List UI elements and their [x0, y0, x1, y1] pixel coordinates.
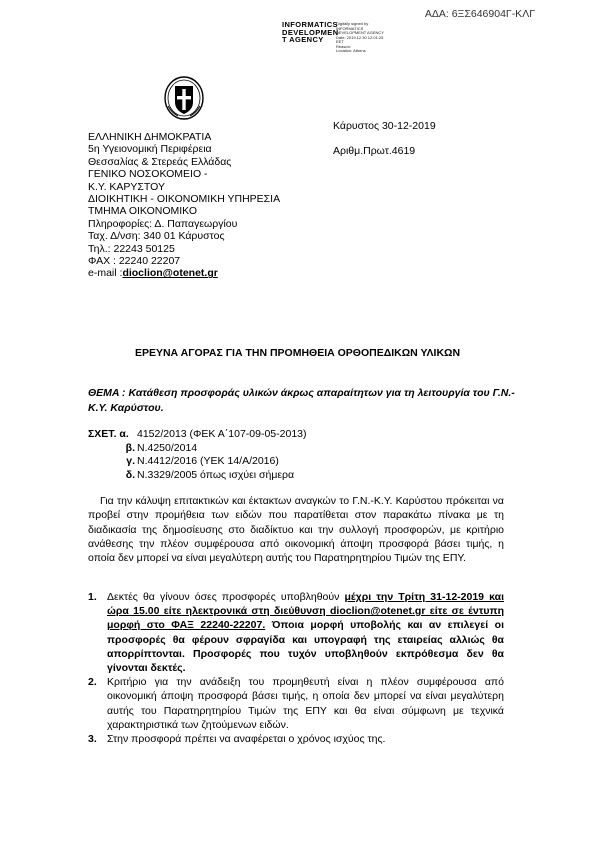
sender-block	[88, 131, 280, 280]
sender-line: Κ.Υ. ΚΑΡΥΣΤΟΥ	[88, 180, 165, 193]
references-list	[88, 428, 307, 482]
sender-line: ΕΛΛΗΝΙΚΗ ΔΗΜΟΚΡΑΤΙΑ	[88, 131, 212, 143]
protocol-number: Αριθμ.Πρωτ.4619	[333, 145, 416, 157]
point-item: 2. Κριτήριο για την ανάδειξη του προμηθευτή είναι η πλέον συμφέρουσα από οικονομική άποψη προσφορά βάσει τιμής, η οποία δεν μπορεί να είναι μεγαλύτερη αυτής του Παρατηρητηρίου Τιμών της ΕΠΥ και θα είναι σύμφωνη με τεχνικά χαρακτηριστικά των ζητούμενων ειδών.	[88, 676, 504, 731]
sender-line: Ταχ. Δ/νση: 340 01 Κάρυστος	[88, 230, 225, 243]
signature-details: Digitally signed by INFORMATICS DEVELOPMENT AGENCY Date: 2019.12.30 12:01:25 EET Reason: Location: Athens	[336, 21, 384, 53]
sender-line: ΦΑΧ : 22240 22207	[88, 255, 181, 268]
sender-line: Θεσσαλίας & Στερεάς Ελλάδας	[88, 155, 232, 168]
numbered-points	[88, 590, 504, 746]
email-link[interactable]: dioclion@otenet.gr	[122, 267, 218, 280]
email-link[interactable]: dioclion@otenet.gr	[330, 605, 426, 618]
reference-item: β. Ν.4250/2014	[125, 441, 198, 454]
reference-item: ΣΧΕΤ. α. 4152/2013 (ΦΕΚ Α΄107-09-05-2013)	[88, 428, 307, 440]
sender-line: Πληροφορίες: Δ. Παπαγεωργίου	[88, 217, 238, 230]
sender-line: ΔΙΟΙΚΗΤΙΚΗ - ΟΙΚΟΝΟΜΙΚΗ ΥΠΗΡΕΣΙΑ	[88, 193, 281, 206]
document-title: ΕΡΕΥΝΑ ΑΓΟΡΑΣ ΓΙΑ ΤΗΝ ΠΡΟΜΗΘΕΙΑ ΟΡΘΟΠΕΔΙΚΩΝ ΥΛΙΚΩΝ	[134, 347, 461, 359]
ada-code: ΑΔΑ: 6ΞΣ646904Γ-ΚΛΓ	[424, 8, 535, 20]
coat-of-arms-icon	[164, 76, 204, 123]
email-line: e-mail :dioclion@otenet.gr	[88, 267, 218, 280]
point-item: 1. Δεκτές θα γίνουν όσες προσφορές υποβληθούν μέχρι την Τρίτη 31-12-2019 και ώρα 15.00 είτε ηλεκτρονικά στη διεύθυνση dioclion@otenet.gr είτε σε έντυπη μορφή στο ΦΑΞ 22240-22207. Όποια μορφή υποβολής και αν επιλεγεί οι προσφορές θα φέρουν σφραγίδα και υπογραφή της εταιρείας αλλιώς θα απορρίπτονται. Προσφορές που τυχόν υποβληθούν εκπρόθεσμα δεν θα γίνονται δεκτές.	[88, 591, 504, 675]
point-item: 3. Στην προσφορά πρέπει να αναφέρεται ο χρόνος ισχύος της.	[88, 733, 386, 746]
intro-paragraph: Για την κάλυψη επιτακτικών και έκτακτων αναγκών το Γ.Ν.-Κ.Υ. Καρύστου πρόκειται να προβεί στην προμήθεια των ειδών που παρατίθεται στον παρακάτω πίνακα με τη διαδικασία της δημοσίευσης στο διαδίκτυο και την συλλογή προσφορών, με κριτήριο ανάθεσης την πλέον συμφέρουσα από οικονομική άποψη προσφορά βάσει τιμής, η οποία δεν μπορεί να είναι μεγαλύτερη αυτής του Παρατηρητηρίου Τιμών της ΕΠΥ.	[88, 495, 504, 565]
sender-line: ΓΕΝΙΚΟ ΝΟΣΟΚΟΜΕΙΟ -	[88, 168, 208, 181]
document-date: Κάρυστος 30-12-2019	[333, 120, 436, 132]
subject-line: ΘΕΜΑ : Κατάθεση προσφοράς υλικών άκρως απαραίτητων για τη λειτουργία του Γ.Ν.-Κ.Υ. Καρύστου.	[88, 387, 515, 414]
sender-line: ΤΜΗΜΑ ΟΙΚΟΝΟΜΙΚΟ	[88, 205, 198, 218]
reference-item: δ. Ν.3329/2005 όπως ισχύει σήμερα	[125, 468, 295, 481]
reference-item: γ. Ν.4412/2016 (ΥΕΚ 14/Α/2016)	[126, 455, 279, 468]
sender-line: Τηλ.: 22243 50125	[88, 242, 175, 255]
agency-logo: INFORMATICS DEVELOPMEN T AGENCY	[282, 20, 339, 45]
sender-line: 5η Υγειονομική Περιφέρεια	[88, 143, 212, 156]
